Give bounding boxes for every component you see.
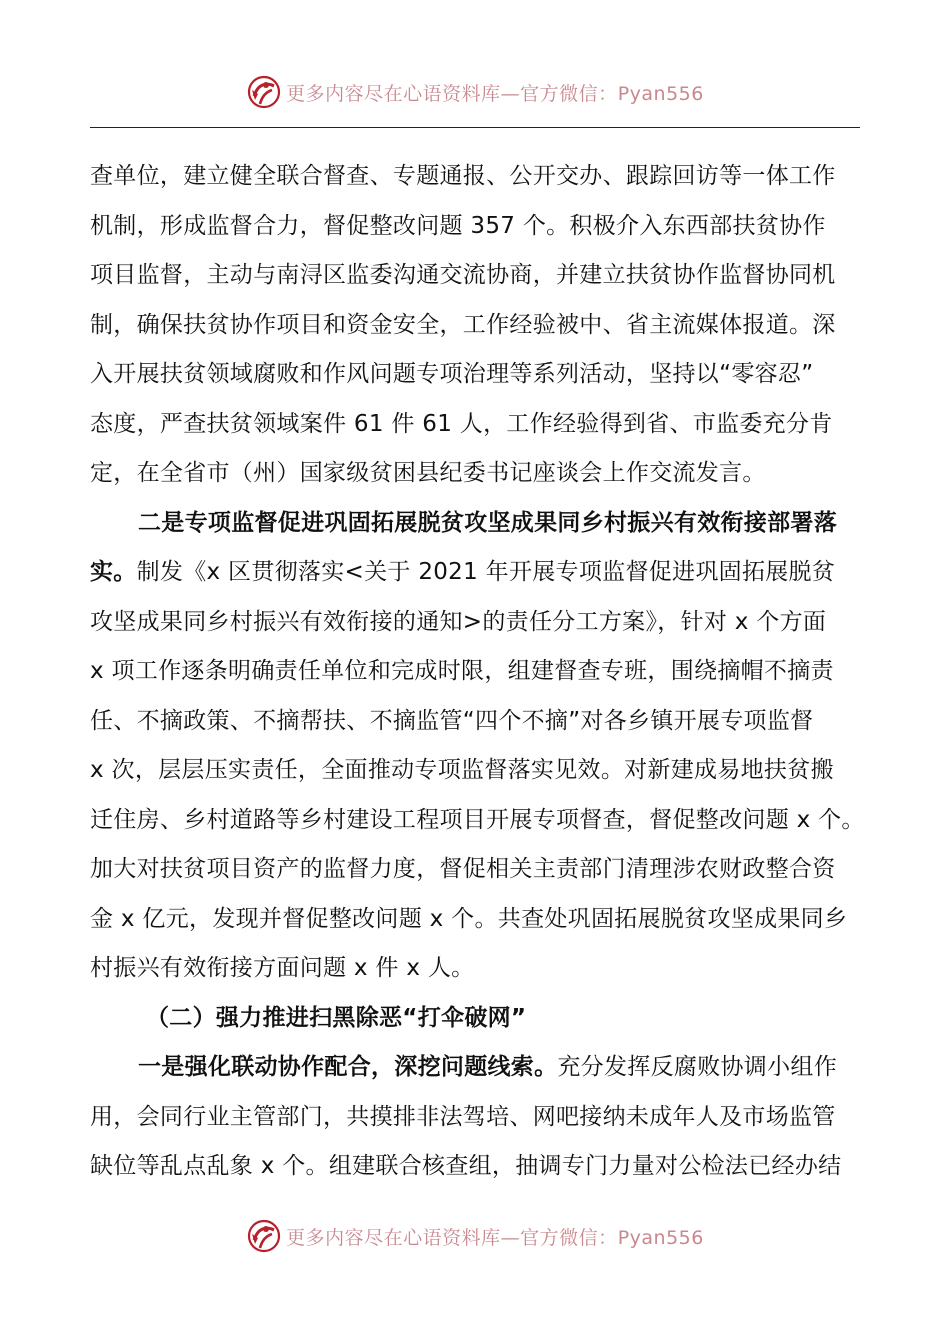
text-line (90, 548, 865, 598)
banner-text (286, 1223, 704, 1250)
banner-account: Pyan556 (617, 82, 704, 105)
text-line (90, 251, 865, 301)
body-text: 充分发挥反腐败协调小组作 (557, 1054, 838, 1080)
text-line (90, 499, 865, 549)
text-line (90, 449, 865, 499)
bold-heading-text: 一是强化联动协作配合，深挖问题线索。 (138, 1054, 558, 1080)
text-line (90, 895, 865, 945)
body-text: 缺位等乱点乱象 x 个。组建联合核查组，抽调专门力量对公检法已经办结 (90, 1153, 842, 1179)
text-line (90, 1093, 865, 1143)
text-line (90, 796, 865, 846)
body-text: 任、不摘政策、不摘帮扶、不摘监管“四个不摘”对各乡镇开展专项监督 (90, 707, 814, 734)
header-banner (0, 70, 950, 114)
banner-wechat-label: 官方微信： (520, 1226, 618, 1249)
text-line (90, 697, 865, 747)
banner-dash: — (500, 1226, 521, 1249)
document-body (90, 152, 865, 1192)
banner-slogan: 更多内容尽在心语资料库 (286, 82, 501, 105)
body-text: 制发《x 区贯彻落实<关于 2021 年开展专项监督促进巩固拓展脱贫 (136, 559, 836, 585)
stylized-red-figure-logo-icon (246, 1218, 282, 1254)
body-text: 入开展扶贫领域腐败和作风问题专项治理等系列活动，坚持以“零容忍” (90, 361, 814, 387)
body-text: 村振兴有效衔接方面问题 x 件 x 人。 (90, 955, 475, 981)
header-divider (90, 127, 860, 128)
text-line (90, 845, 865, 895)
body-text: 定，在全省市（州）国家级贫困县纪委书记座谈会上作交流发言。 (90, 460, 766, 486)
text-line (90, 202, 865, 252)
body-text: 迁住房、乡村道路等乡村建设工程项目开展专项督查，督促整改问题 x 个。 (90, 806, 865, 833)
text-line (90, 301, 865, 351)
body-text: 态度，严查扶贫领域案件 61 件 61 人，工作经验得到省、市监委充分肯 (90, 410, 833, 437)
body-text: x 项工作逐条明确责任单位和完成时限，组建督查专班，围绕摘帽不摘责 (90, 658, 834, 684)
text-line (90, 944, 865, 994)
body-text: 项目监督，主动与南浔区监委沟通交流协商，并建立扶贫协作监督协同机 (90, 262, 836, 288)
banner-wechat-label: 官方微信： (520, 82, 618, 105)
body-text: 制，确保扶贫协作项目和资金安全，工作经验被中、省主流媒体报道。深 (90, 311, 836, 338)
bold-heading-text: 实。 (90, 559, 137, 585)
text-line (90, 350, 865, 400)
footer-banner (0, 1214, 950, 1258)
banner-text (286, 79, 704, 106)
text-line (90, 400, 865, 450)
body-text: x 次，层层压实责任，全面推动专项监督落实见效。对新建成易地扶贫搬 (90, 757, 834, 783)
text-line (90, 994, 865, 1044)
stylized-red-figure-logo-icon (246, 74, 282, 110)
text-line (90, 598, 865, 648)
body-text: 用，会同行业主管部门，共摸排非法驾培、网吧接纳未成年人及市场监管 (90, 1103, 836, 1130)
text-line (90, 647, 865, 697)
text-line (90, 1142, 865, 1192)
banner-account: Pyan556 (617, 1226, 704, 1249)
text-line (90, 152, 865, 202)
bold-heading-text: （二）强力推进扫黑除恶“打伞破网” (146, 1004, 527, 1031)
bold-heading-text: 二是专项监督促进巩固拓展脱贫攻坚成果同乡村振兴有效衔接部署落 (138, 509, 837, 536)
banner-dash: — (500, 82, 521, 105)
body-text: 攻坚成果同乡村振兴有效衔接的通知>的责任分工方案》，针对 x 个方面 (90, 608, 827, 635)
body-text: 查单位，建立健全联合督查、专题通报、公开交办、跟踪回访等一体工作 (90, 163, 836, 189)
body-text: 加大对扶贫项目资产的监督力度，督促相关主责部门清理涉农财政整合资 (90, 856, 836, 882)
text-line (90, 1043, 865, 1093)
text-line (90, 746, 865, 796)
body-text: 机制，形成监督合力，督促整改问题 357 个。积极介入东西部扶贫协作 (90, 212, 826, 239)
banner-slogan: 更多内容尽在心语资料库 (286, 1226, 501, 1249)
body-text: 金 x 亿元，发现并督促整改问题 x 个。共查处巩固拓展脱贫攻坚成果同乡 (90, 905, 848, 932)
